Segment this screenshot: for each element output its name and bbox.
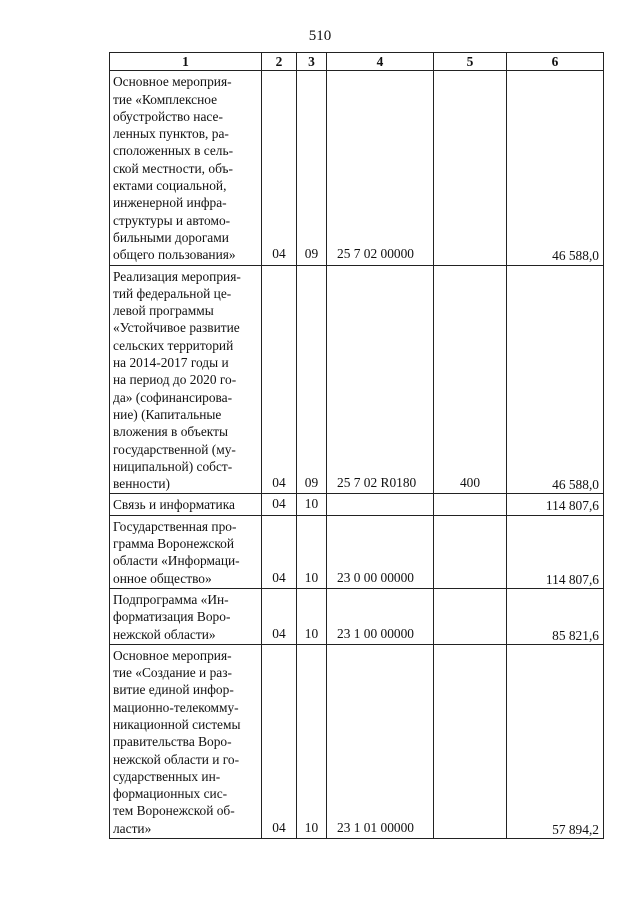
table-header-row	[110, 53, 604, 71]
target-article-code: 23 0 00 00000	[327, 515, 434, 588]
amount: 46 588,0	[507, 71, 604, 265]
page-number: 510	[308, 28, 332, 44]
amount: 114 807,6	[507, 515, 604, 588]
header-col-3: 3	[297, 53, 327, 71]
table-row	[110, 494, 604, 515]
target-article-code: 23 1 00 00000	[327, 588, 434, 644]
target-article-code: 25 7 02 R0180	[327, 265, 434, 494]
subsection-code: 10	[297, 494, 327, 515]
section-code: 04	[262, 588, 297, 644]
amount: 85 821,6	[507, 588, 604, 644]
amount: 114 807,6	[507, 494, 604, 515]
target-article-code: 25 7 02 00000	[327, 71, 434, 265]
target-article-code	[327, 494, 434, 515]
row-name: Государственная про- грамма Воронежской области «Информаци- онное общество»	[113, 518, 240, 586]
table-row	[110, 515, 604, 588]
row-name: Основное мероприя- тие «Комплексное обустройство насе- ленных пунктов, ра- сположенных в сель- ской местности, объ- ектами социальной, инженерной инфра- структуры и автомо- бильными дорогами общего пользования»	[113, 74, 236, 263]
row-name-cell	[110, 588, 262, 644]
row-name-cell	[110, 71, 262, 265]
subsection-code: 09	[297, 71, 327, 265]
target-article-code: 23 1 01 00000	[327, 644, 434, 838]
subsection-code: 09	[297, 265, 327, 494]
section-code: 04	[262, 644, 297, 838]
section-code: 04	[262, 71, 297, 265]
section-code: 04	[262, 494, 297, 515]
section-code: 04	[262, 515, 297, 588]
row-name: Реализация мероприя- тий федеральной це- левой программы «Устойчивое развитие сельских территорий на 2014-2017 годы и на период до 2020 го- да» (софинансирова- ние) (Капитальные вложения в объекты государственной (му- ниципальной) собст- венности)	[113, 268, 241, 492]
table-row	[110, 71, 604, 265]
subsection-code: 10	[297, 644, 327, 838]
row-name-cell	[110, 644, 262, 838]
row-name-cell	[110, 515, 262, 588]
expense-type-code	[434, 515, 507, 588]
amount: 57 894,2	[507, 644, 604, 838]
row-name-cell	[110, 494, 262, 515]
section-code: 04	[262, 265, 297, 494]
subsection-code: 10	[297, 588, 327, 644]
expense-type-code: 400	[434, 265, 507, 494]
expense-type-code	[434, 644, 507, 838]
row-name-cell	[110, 265, 262, 494]
table-row	[110, 588, 604, 644]
header-col-4: 4	[327, 53, 434, 71]
row-name: Основное мероприя- тие «Создание и раз- витие единой инфор- мационно-телекомму- никационной системы правительства Воро- нежской области и го- сударственных ин- формационных сис- тем Воронежской об- ласти»	[113, 647, 241, 836]
row-name: Связь и информатика	[113, 497, 235, 513]
header-col-2: 2	[262, 53, 297, 71]
expense-type-code	[434, 71, 507, 265]
header-col-6: 6	[507, 53, 604, 71]
header-col-5: 5	[434, 53, 507, 71]
budget-table	[109, 52, 604, 839]
subsection-code: 10	[297, 515, 327, 588]
expense-type-code	[434, 494, 507, 515]
row-name: Подпрограмма «Ин- форматизация Воро- нежской области»	[113, 591, 231, 642]
amount: 46 588,0	[507, 265, 604, 494]
header-col-1: 1	[110, 53, 262, 71]
table-row	[110, 644, 604, 838]
table-row	[110, 265, 604, 494]
expense-type-code	[434, 588, 507, 644]
